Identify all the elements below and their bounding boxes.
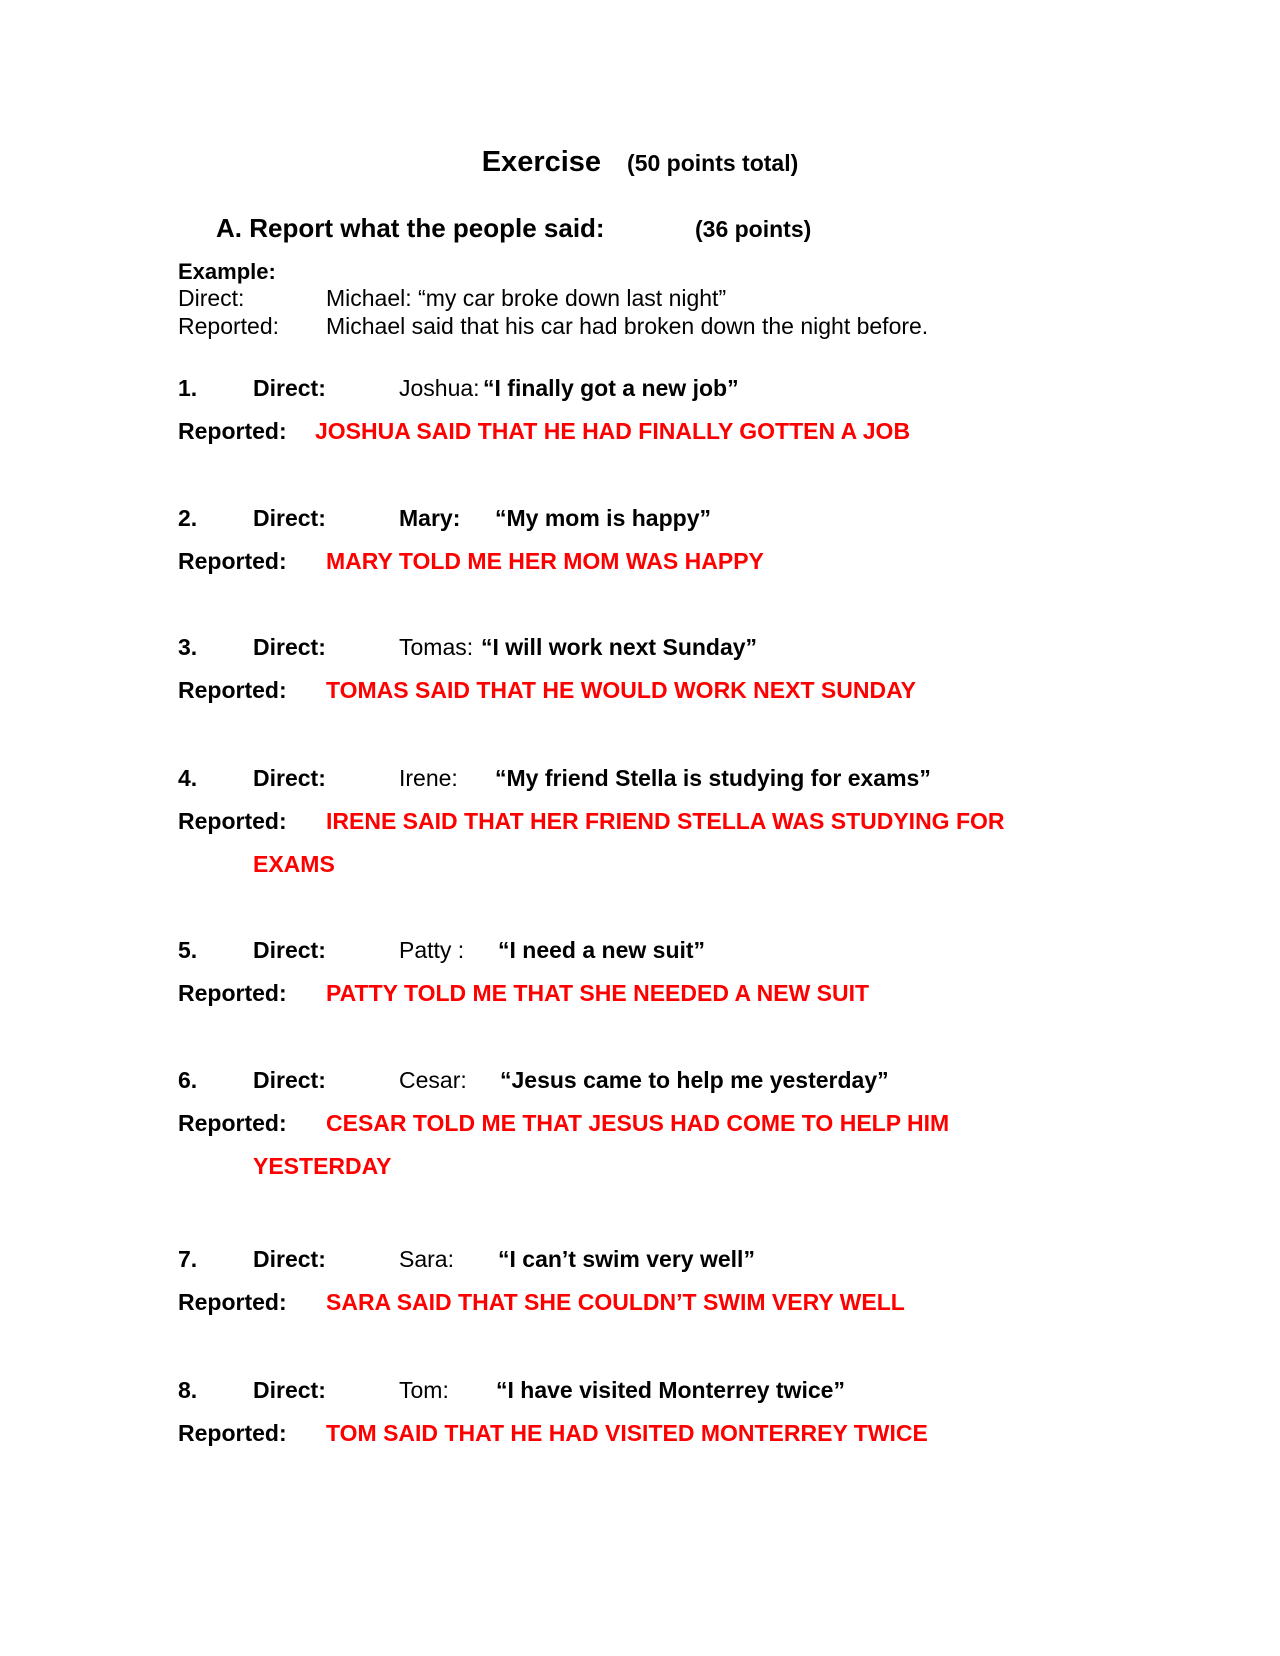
answer-line: SARA SAID THAT SHE COULDN’T SWIM VERY WELL [326,1289,905,1315]
answer-line: TOMAS SAID THAT HE WOULD WORK NEXT SUNDAY [326,677,916,703]
answer-line-continued: YESTERDAY [253,1153,392,1179]
answer-line: MARY TOLD ME HER MOM WAS HAPPY [326,548,764,574]
direct-label: Direct: [253,765,326,791]
speaker-name: Mary: [399,505,461,531]
example-direct-row [178,285,726,312]
answer-line: IRENE SAID THAT HER FRIEND STELLA WAS STUDYING FOR [326,808,1005,834]
direct-label: Direct: [253,375,326,401]
direct-label: Direct: [253,634,326,660]
answer-line: CESAR TOLD ME THAT JESUS HAD COME TO HELP HIM [326,1110,950,1136]
exercise-title: Exercise [481,146,602,178]
item-number: 2. [178,505,198,531]
speaker-name: Patty : [399,937,465,963]
reported-label: Reported: [178,1289,287,1315]
answer-line: TOM SAID THAT HE HAD VISITED MONTERREY TWICE [326,1420,928,1446]
direct-quote: “I finally got a new job” [483,375,739,401]
direct-label: Direct: [253,937,326,963]
reported-label: Reported: [178,808,287,834]
reported-label: Reported: [178,1420,287,1446]
direct-quote: “I need a new suit” [498,937,706,963]
section-points: (36 points) [695,216,812,242]
answer-line: JOSHUA SAID THAT HE HAD FINALLY GOTTEN A JOB [315,418,911,444]
example-direct-text: Michael: “my car broke down last night” [326,285,727,311]
speaker-name: Tomas: [399,634,474,660]
section-heading: A. Report what the people said: [216,213,605,243]
direct-quote: “My friend Stella is studying for exams” [495,765,931,791]
speaker-name: Cesar: [399,1067,467,1093]
item-number: 8. [178,1377,198,1403]
direct-label: Direct: [253,1377,326,1403]
example-reported-label: Reported: [178,313,280,339]
example-reported-text: Michael said that his car had broken down the night before. [326,313,929,339]
speaker-name: Tom: [399,1377,449,1403]
reported-label: Reported: [178,1110,287,1136]
example-direct-label: Direct: [178,285,245,311]
answer-line: PATTY TOLD ME THAT SHE NEEDED A NEW SUIT [326,980,870,1006]
direct-quote: “I can’t swim very well” [498,1246,755,1272]
item-number: 4. [178,765,198,791]
reported-label: Reported: [178,418,287,444]
direct-quote: “I have visited Monterrey twice” [496,1377,845,1403]
speaker-name: Irene: [399,765,458,791]
direct-label: Direct: [253,1067,326,1093]
title-line [0,146,1280,179]
direct-label: Direct: [253,505,326,531]
item-number: 3. [178,634,198,660]
total-points: (50 points total) [627,150,799,176]
speaker-name: Joshua: [399,375,480,401]
direct-quote: “I will work next Sunday” [481,634,758,660]
item-number: 6. [178,1067,198,1093]
reported-label: Reported: [178,548,287,574]
example-label: Example: [178,259,276,284]
reported-label: Reported: [178,677,287,703]
direct-quote: “Jesus came to help me yesterday” [500,1067,889,1093]
speaker-name: Sara: [399,1246,454,1272]
item-number: 5. [178,937,198,963]
example-reported-row [178,313,928,340]
answer-line-continued: EXAMS [253,851,335,877]
item-number: 7. [178,1246,198,1272]
direct-quote: “My mom is happy” [495,505,711,531]
reported-label: Reported: [178,980,287,1006]
item-number: 1. [178,375,198,401]
direct-label: Direct: [253,1246,326,1272]
